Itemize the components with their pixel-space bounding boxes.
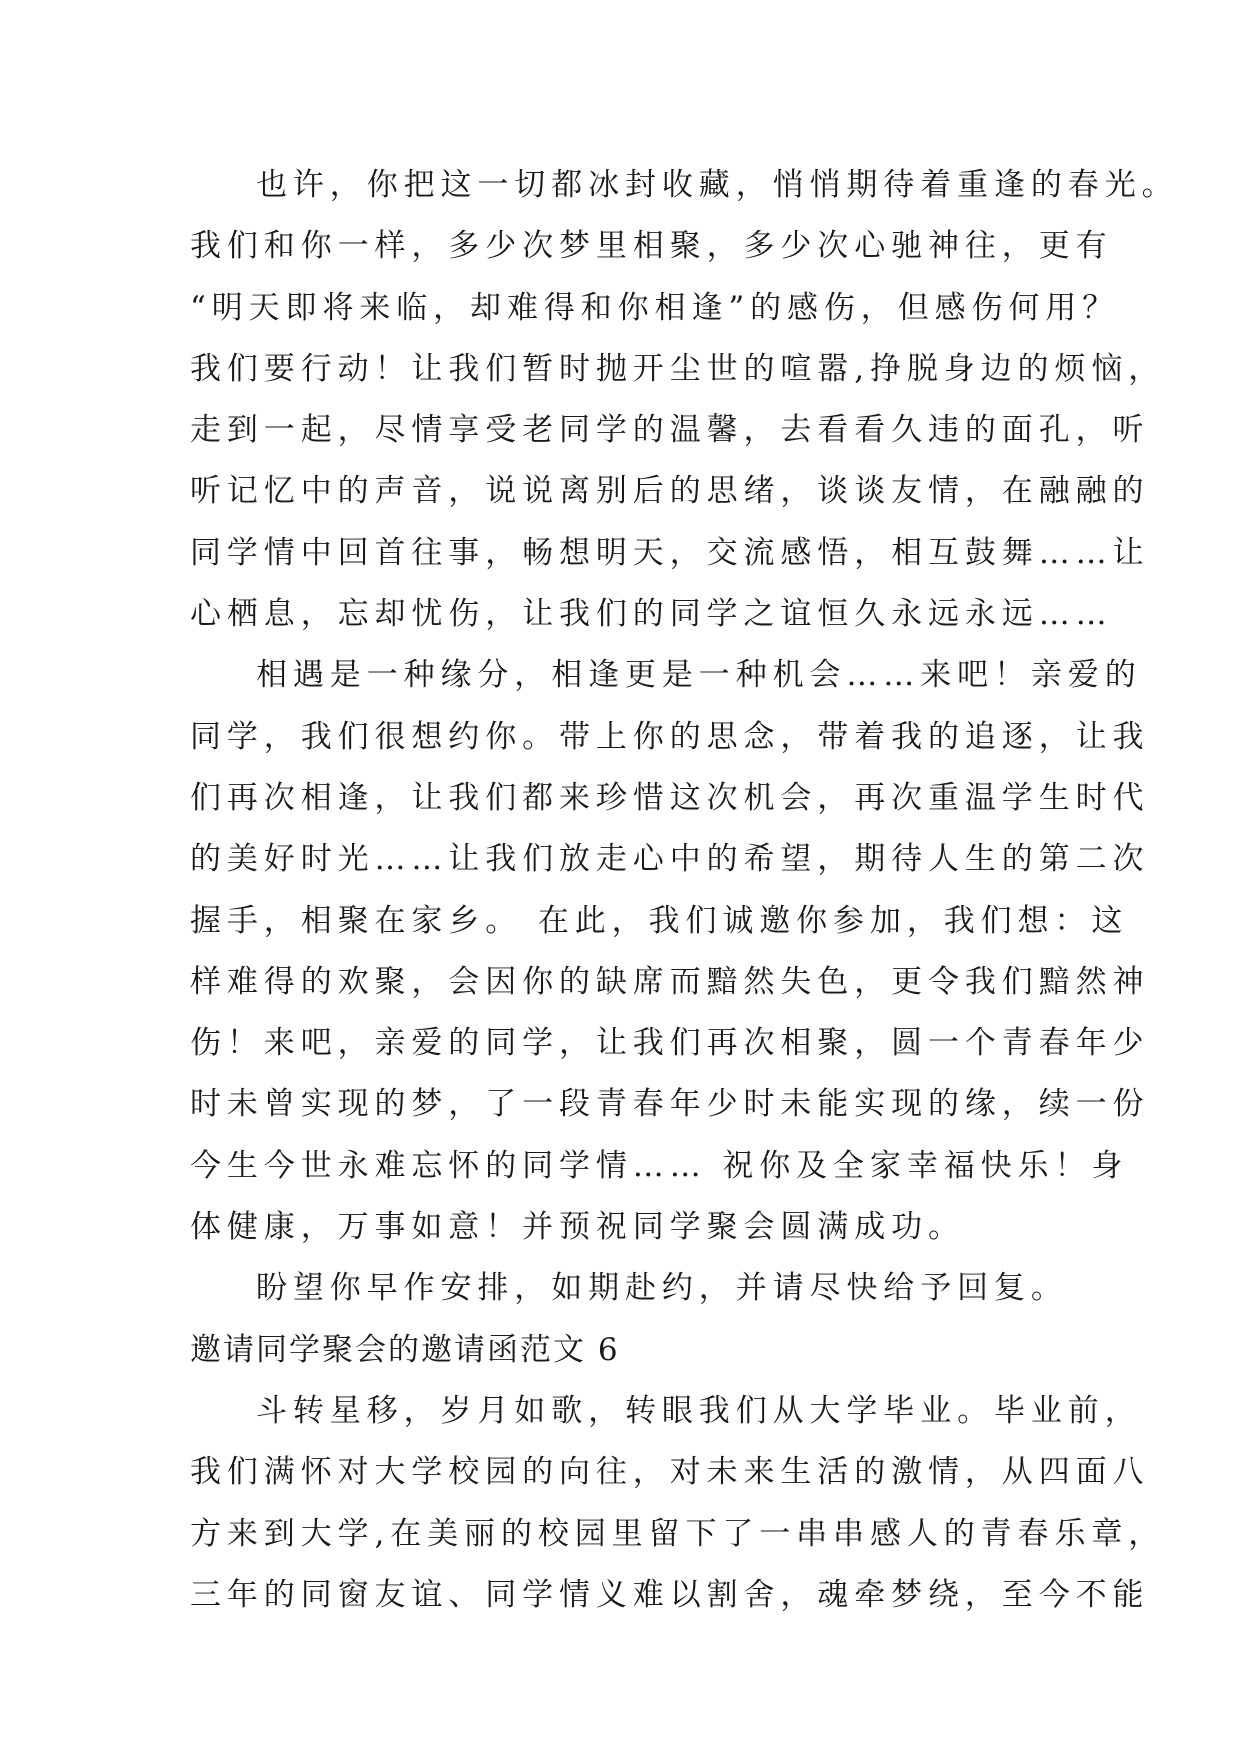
paragraph-line: 时未曾实现的梦，了一段青春年少时未能实现的缘，续一份 <box>190 1086 1150 1123</box>
paragraph-line: 也许，你把这一切都冰封收藏，悄悄期待着重逢的春光。 <box>256 167 1179 203</box>
paragraph-line: 斗转星移，岁月如歌，转眼我们从大学毕业。毕业前， <box>256 1392 1142 1429</box>
paragraph-line: 们再次相逢，让我们都来珍惜这次机会，再次重温学生时代 <box>190 779 1150 816</box>
paragraph-line: 的美好时光……让我们放走心中的希望，期待人生的第二次 <box>190 841 1150 878</box>
paragraph-line: 盼望你早作安排，如期赴约，并请尽快给予回复。 <box>256 1270 1068 1307</box>
paragraph-line: 我们满怀对大学校园的向往，对未来生活的激情，从四面八 <box>190 1454 1150 1491</box>
document-body <box>190 155 1179 1626</box>
paragraph-line: “明天即将来临，却难得和你相逢”的感伤，但感伤何用？ <box>190 289 1120 326</box>
paragraph-line: 听记忆中的声音，说说离别后的思绪，谈谈友情，在融融的 <box>190 473 1150 510</box>
section-heading: 邀请同学聚会的邀请函范文 6 <box>190 1331 620 1368</box>
paragraph-line: 今生今世永难忘怀的同学情…… 祝你及全家幸福快乐！身 <box>190 1147 1129 1184</box>
paragraph-line: 我们要行动！让我们暂时抛开尘世的喧嚣,挣脱身边的烦恼， <box>190 350 1166 387</box>
paragraph-line: 三年的同窗友谊、同学情义难以割舍，魂牵梦绕，至今不能 <box>190 1576 1150 1613</box>
paragraph-line: 相遇是一种缘分，相逢更是一种机会……来吧！亲爱的 <box>256 657 1142 694</box>
paragraph-line: 走到一起，尽情享受老同学的温馨，去看看久违的面孔，听 <box>190 412 1150 449</box>
paragraph-line: 伤！来吧，亲爱的同学，让我们再次相聚，圆一个青春年少 <box>190 1025 1150 1062</box>
paragraph-line: 体健康，万事如意！并预祝同学聚会圆满成功。 <box>190 1209 965 1246</box>
paragraph-line: 方来到大学,在美丽的校园里留下了一串串感人的青春乐章， <box>190 1515 1166 1552</box>
paragraph-line: 同学情中回首往事，畅想明天，交流感悟，相互鼓舞……让 <box>190 534 1150 571</box>
paragraph-line: 握手，相聚在家乡。 在此，我们诚邀你参加，我们想：这 <box>190 902 1129 939</box>
paragraph-line: 心栖息，忘却忧伤，让我们的同学之谊恒久永远永远…… <box>190 596 1113 633</box>
paragraph-line: 样难得的欢聚，会因你的缺席而黯然失色，更令我们黯然神 <box>190 963 1150 1000</box>
paragraph-line: 我们和你一样，多少次梦里相聚，多少次心驰神往，更有 <box>190 228 1113 265</box>
paragraph-line: 同学，我们很想约你。带上你的思念，带着我的追逐，让我 <box>190 718 1150 755</box>
